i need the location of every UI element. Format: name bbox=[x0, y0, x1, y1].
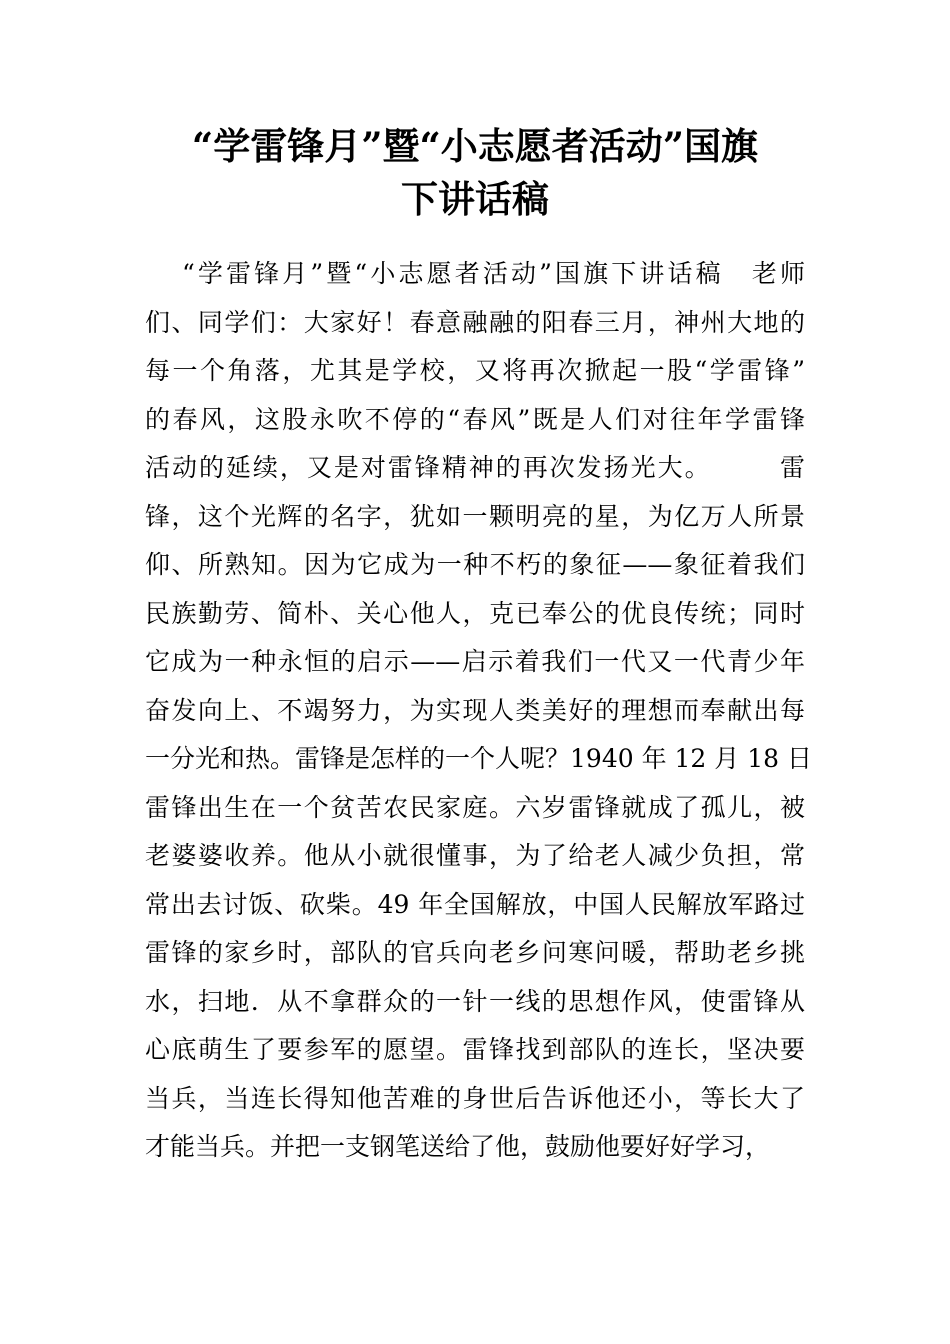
body-line: 它成为一种永恒的启示——启示着我们一代又一代青少年 bbox=[145, 647, 805, 676]
body-line: 雷锋出生在一个贫苦农民家庭。六岁雷锋就成了孤儿，被 bbox=[145, 792, 805, 822]
body-line: 当兵，当连长得知他苦难的身世后告诉他还小，等长大了 bbox=[145, 1083, 805, 1113]
body-line: 水，扫地．从不拿群众的一针一线的思想作风，使雷锋从 bbox=[145, 986, 805, 1016]
body-line: 心底萌生了要参军的愿望。雷锋找到部队的连长，坚决要 bbox=[145, 1035, 805, 1064]
body-line: 的春风，这股永吹不停的“春风”既是人们对往年学雷锋 bbox=[145, 404, 805, 434]
body-line: “学雷锋月”暨“小志愿者活动”国旗下讲话稿 老师 bbox=[182, 259, 805, 288]
body-line: 奋发向上、不竭努力，为实现人类美好的理想而奉献出每 bbox=[145, 695, 805, 725]
document-title bbox=[145, 120, 805, 226]
title-line: “学雷锋月”暨“小志愿者活动”国旗 bbox=[191, 124, 759, 168]
body-line: 老婆婆收养。他从小就很懂事，为了给老人减少负担，常 bbox=[145, 841, 805, 870]
title-line: 下讲话稿 bbox=[401, 177, 549, 221]
body-line: 仰、所熟知。因为它成为一种不朽的象征——象征着我们 bbox=[145, 550, 805, 579]
body-line: 每一个角落，尤其是学校，又将再次掀起一股“学雷锋” bbox=[145, 356, 805, 385]
body-line: 一分光和热。雷锋是怎样的一个人呢？1940 年 12 月 18 日 bbox=[145, 744, 812, 773]
body-line: 常出去讨饭、砍柴。49 年全国解放，中国人民解放军路过 bbox=[145, 889, 805, 919]
document-body bbox=[145, 250, 812, 1172]
body-line: 民族勤劳、简朴、关心他人，克已奉公的优良传统；同时 bbox=[145, 598, 805, 628]
body-line: 才能当兵。并把一支钢笔送给了他，鼓励他要好好学习， bbox=[145, 1132, 771, 1161]
body-line: 们、同学们：大家好！春意融融的阳春三月，神州大地的 bbox=[145, 307, 805, 337]
body-line: 雷锋的家乡时，部队的官兵向老乡问寒问暖，帮助老乡挑 bbox=[145, 938, 805, 967]
body-line: 锋，这个光辉的名字，犹如一颗明亮的星，为亿万人所景 bbox=[145, 501, 805, 531]
body-line: 活动的延续，又是对雷锋精神的再次发扬光大。 雷 bbox=[145, 453, 805, 482]
